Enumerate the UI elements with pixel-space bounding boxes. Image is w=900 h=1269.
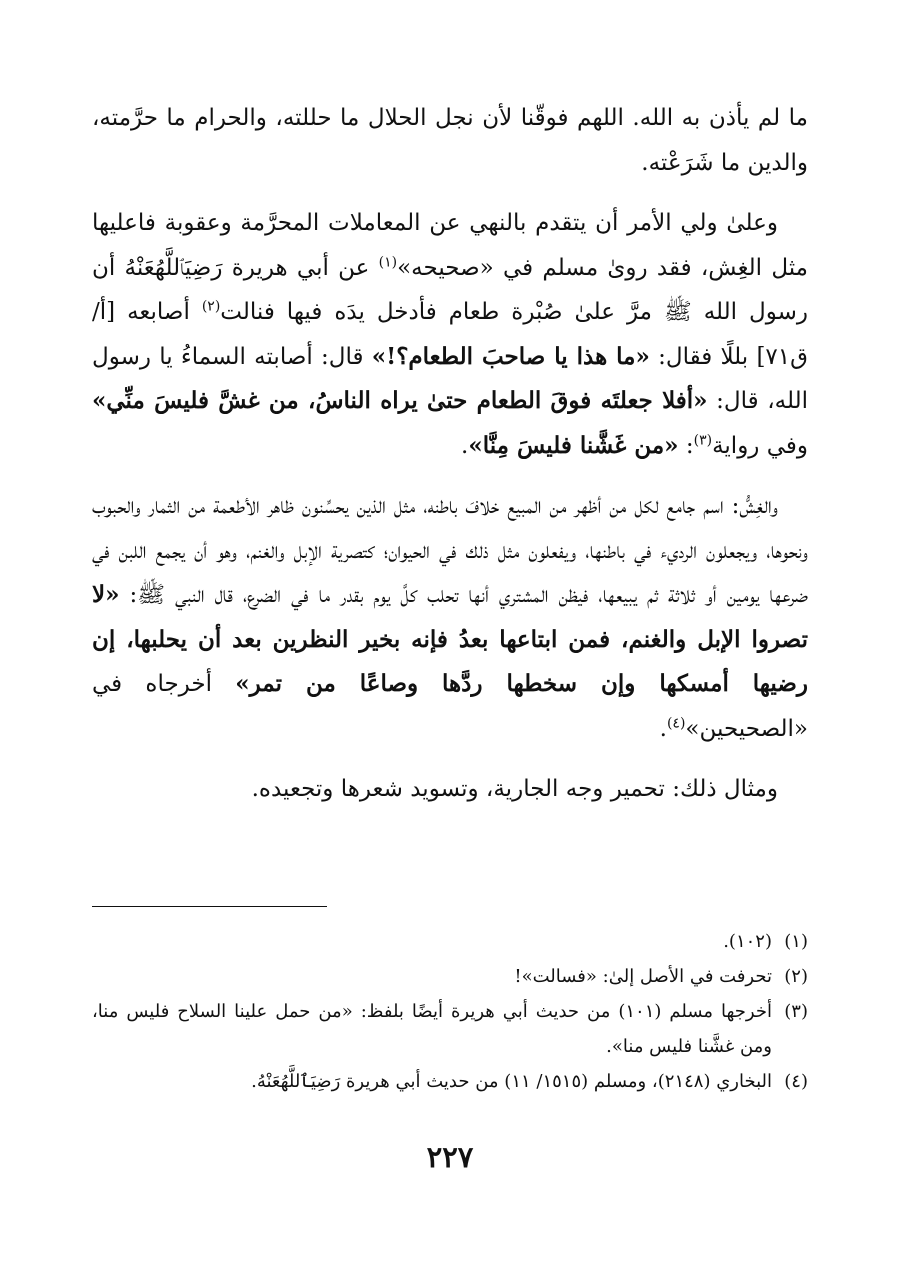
paragraph-1 [92, 96, 808, 185]
footnote-number: (٣) [784, 1001, 808, 1022]
main-text [92, 96, 808, 828]
hadith-quote-4: «لا تصروا الإبل والغنم، فمن ابتاعها بعدُ فإنه بخير النظرين بعد أن يحلبها، إن رضيها أمسكها وإن سخطها ردَّها وصاعًا من تمر» [92, 581, 808, 697]
paragraph-2-text-7: . [461, 432, 469, 459]
footnote-ref-2: (٢) [201, 298, 221, 315]
footnote-2 [92, 959, 808, 994]
footnote-number: (٤) [784, 1071, 808, 1092]
footnote-text: (١٠٢). [723, 931, 772, 952]
hadith-quote-3: «من غَشَّنا فليسَ مِنَّا» [468, 431, 679, 459]
paragraph-4 [92, 767, 808, 812]
footnote-1 [92, 924, 808, 959]
paragraph-2-text-2: عن أبي هريرة رَضِيَٱللَّهُعَنْهُ أن رسول الله ﷺ مرَّ علىٰ صُبْرة طعام فأدخل يدَه فيها فنالت [92, 254, 808, 325]
paragraph-2-text-3: أصابعه [أ/ ق٧١] بللًا فقال: [92, 299, 808, 370]
paragraph-4-text: ومثال ذلك: تحمير وجه الجارية، وتسويد شعرها وتجعيده. [251, 776, 778, 802]
paragraph-2-text-1: وعلىٰ ولي الأمر أن يتقدم بالنهي عن المعاملات المحرَّمة وعقوبة فاعليها مثل الغِش، فقد روىٰ مسلم في «صحيحه» [92, 210, 808, 281]
paragraph-2 [92, 201, 808, 468]
paragraph-2-text-4: قال: أصابته السماءُ يا رسول الله، قال: [92, 343, 808, 414]
paragraph-3-text-2: أخرجاه في «الصحيحين» [92, 671, 808, 742]
paragraph-3-text-3: . [659, 715, 667, 742]
footnote-3 [92, 994, 808, 1064]
footnote-text: البخاري (٢١٤٨)، ومسلم (١٥١٥/ ١١) من حديث أبي هريرة رَضِيَٱللَّهُعَنْهُ. [251, 1071, 772, 1092]
footnote-4 [92, 1064, 808, 1099]
footnote-ref-4: (٤) [666, 714, 686, 731]
hadith-quote-2: «أفلا جعلتَه فوقَ الطعام حتىٰ يراه الناسُ، من غشَّ فليسَ منِّي» [92, 387, 708, 414]
footnote-text: أخرجها مسلم (١٠١) من حديث أبي هريرة أيضًا بلفظ: «من حمل علينا السلاح فليس منا، ومن غشَّنا فليس منا». [92, 1001, 772, 1057]
paragraph-2-text-6: : [678, 432, 694, 459]
footnote-ref-3: (٣) [693, 431, 713, 448]
paragraph-3 [92, 484, 808, 751]
footnote-text: تحرفت في الأصل إلىٰ: «فسالت»! [514, 966, 772, 987]
footnote-number: (١) [784, 931, 808, 952]
footnote-ref-1: (١) [378, 253, 398, 270]
paragraph-1-text: ما لم يأذن به الله. اللهم فوقّنا لأن نجل الحلال ما حللته، والحرام ما حرَّمته، والدين ما شَرَعْته. [92, 105, 808, 176]
footnote-number: (٢) [784, 966, 808, 987]
footnote-separator [92, 906, 327, 907]
paragraph-3-text-1: والغِشُّ: اسم جامع لكل من أظهر من المبيع خلافَ باطنه، مثل الذين يحسِّنون ظاهر الأطعمة من الثمار والحبوب ونحوها، ويجعلون الرديء في باطنها، ويفعلون مثل ذلك في الحيوان؛ كتصرية الإبل والغنم، وهو أن يجمع اللبن في ضرعها يومين أو ثلاثة ثم يبيعها، فيظن المشتري أنها تحلب كلَّ يوم بقدر ما في الضرع، قال النبي ﷺ: [92, 493, 808, 608]
paragraph-2-text-5: وفي رواية [712, 432, 808, 459]
page-number: ٢٢٧ [426, 1140, 474, 1174]
hadith-quote-1: «ما هذا يا صاحبَ الطعام؟!» [371, 342, 650, 370]
footnotes [92, 924, 808, 1099]
